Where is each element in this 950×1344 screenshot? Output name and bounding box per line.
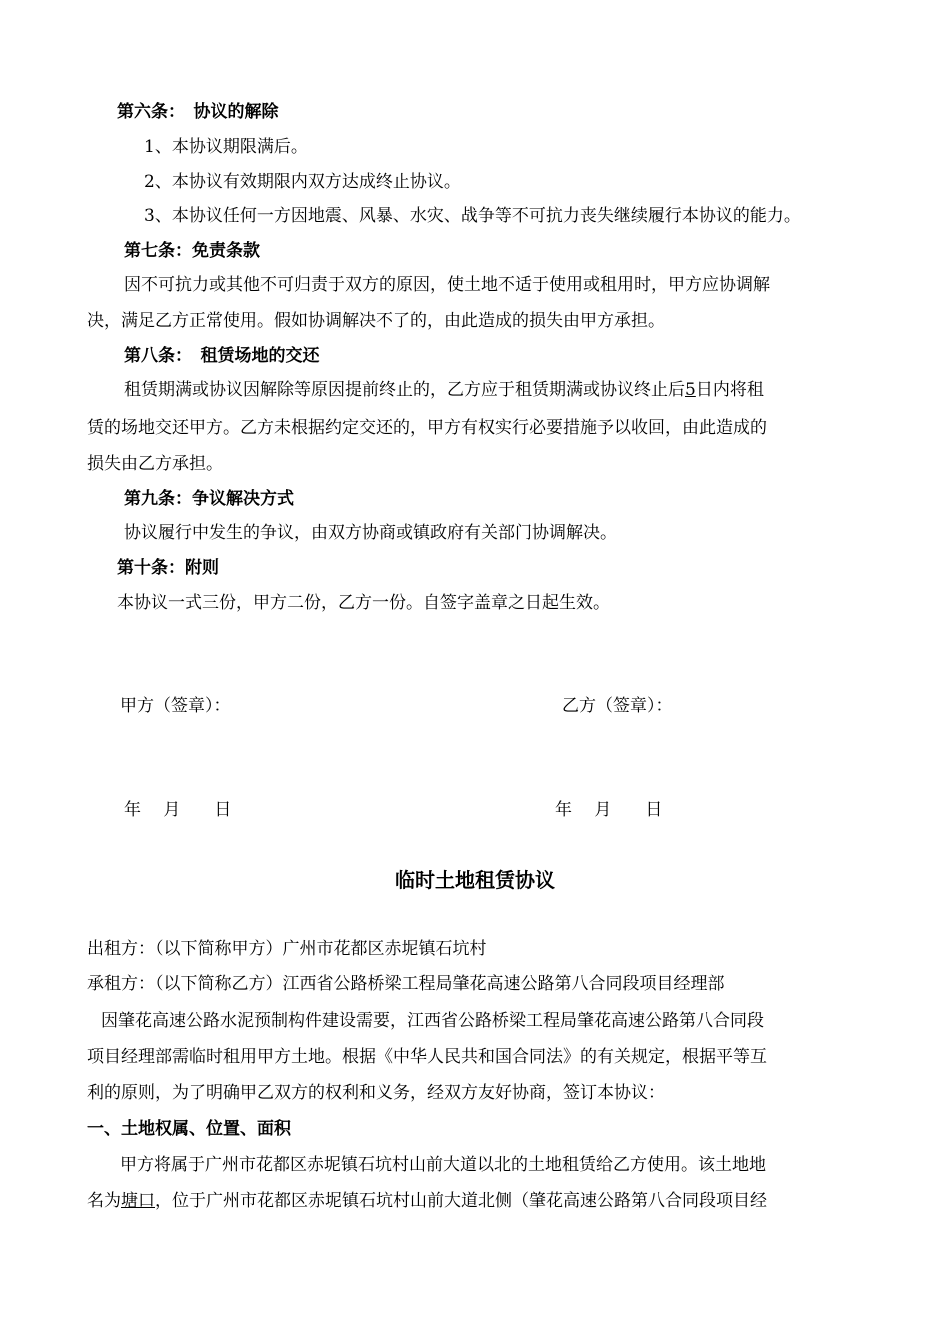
article-8-heading: 第八条： 租赁场地的交还 [124, 346, 320, 366]
article-8-line-1-text-a: 租赁期满或协议因解除等原因提前终止的，乙方应于租赁期满或协议终止后 [124, 380, 685, 400]
section-1-line-2-text-b: ，位于广州市花都区赤坭镇石坑村山前大道北侧（肇花高速公路第八合同段项目经 [155, 1191, 767, 1211]
land-place-name: 塘口 [121, 1191, 155, 1211]
article-9-line: 协议履行中发生的争议，由双方协商或镇政府有关部门协调解决。 [124, 523, 617, 543]
article-7-heading: 第七条：免责条款 [124, 241, 260, 261]
lessor-line: 出租方：（以下简称甲方）广州市花都区赤坭镇石坑村 [87, 939, 487, 959]
article-6-heading: 第六条： 协议的解除 [117, 102, 279, 122]
party-b-date: 年 月 日 [555, 800, 663, 820]
intro-line-2: 项目经理部需临时租用甲方土地。根据《中华人民共和国合同法》的有关规定，根据平等互 [87, 1047, 767, 1067]
article-7-line-1: 因不可抗力或其他不可归责于双方的原因，使土地不适于使用或租用时，甲方应协调解 [124, 275, 770, 295]
section-1-line-1: 甲方将属于广州市花都区赤坭镇石坑村山前大道以北的土地租赁给乙方使用。该土地地 [120, 1155, 766, 1175]
article-8-line-1 [124, 382, 764, 399]
article-9-heading: 第九条：争议解决方式 [124, 489, 294, 509]
intro-line-3: 利的原则，为了明确甲乙双方的权利和义务，经双方友好协商，签订本协议： [87, 1083, 665, 1103]
article-10-heading: 第十条：附则 [117, 558, 219, 578]
article-8-line-2: 赁的场地交还甲方。乙方未根据约定交还的，甲方有权实行必要措施予以收回，由此造成的 [87, 418, 767, 438]
article-6-item-2: 2、本协议有效期限内双方达成终止协议。 [144, 172, 461, 192]
return-days-value: 5 [685, 380, 696, 400]
intro-line-1: 因肇花高速公路水泥预制构件建设需要，江西省公路桥梁工程局肇花高速公路第八合同段 [101, 1011, 764, 1031]
article-8-line-3: 损失由乙方承担。 [87, 454, 223, 474]
section-1-heading: 一、土地权属、位置、面积 [87, 1119, 291, 1139]
article-6-item-1: 1、本协议期限满后。 [144, 137, 308, 157]
lessee-line: 承租方：（以下简称乙方）江西省公路桥梁工程局肇花高速公路第八合同段项目经理部 [87, 974, 725, 994]
article-8-line-1-text-b: 日内将租 [695, 380, 764, 400]
section-1-line-2-text-a: 名为 [87, 1191, 121, 1211]
section-1-line-2 [87, 1193, 767, 1210]
article-6-item-3: 3、本协议任何一方因地震、风暴、水灾、战争等不可抗力丧失继续履行本协议的能力。 [144, 206, 801, 226]
article-10-line: 本协议一式三份，甲方二份，乙方一份。自签字盖章之日起生效。 [117, 593, 610, 613]
agreement-title: 临时土地租赁协议 [395, 868, 555, 892]
party-a-date: 年 月 日 [124, 800, 232, 820]
party-a-signature-label: 甲方（签章）： [120, 696, 231, 716]
article-7-line-2: 决，满足乙方正常使用。假如协调解决不了的，由此造成的损失由甲方承担。 [87, 311, 665, 331]
party-b-signature-label: 乙方（签章）： [562, 696, 673, 716]
